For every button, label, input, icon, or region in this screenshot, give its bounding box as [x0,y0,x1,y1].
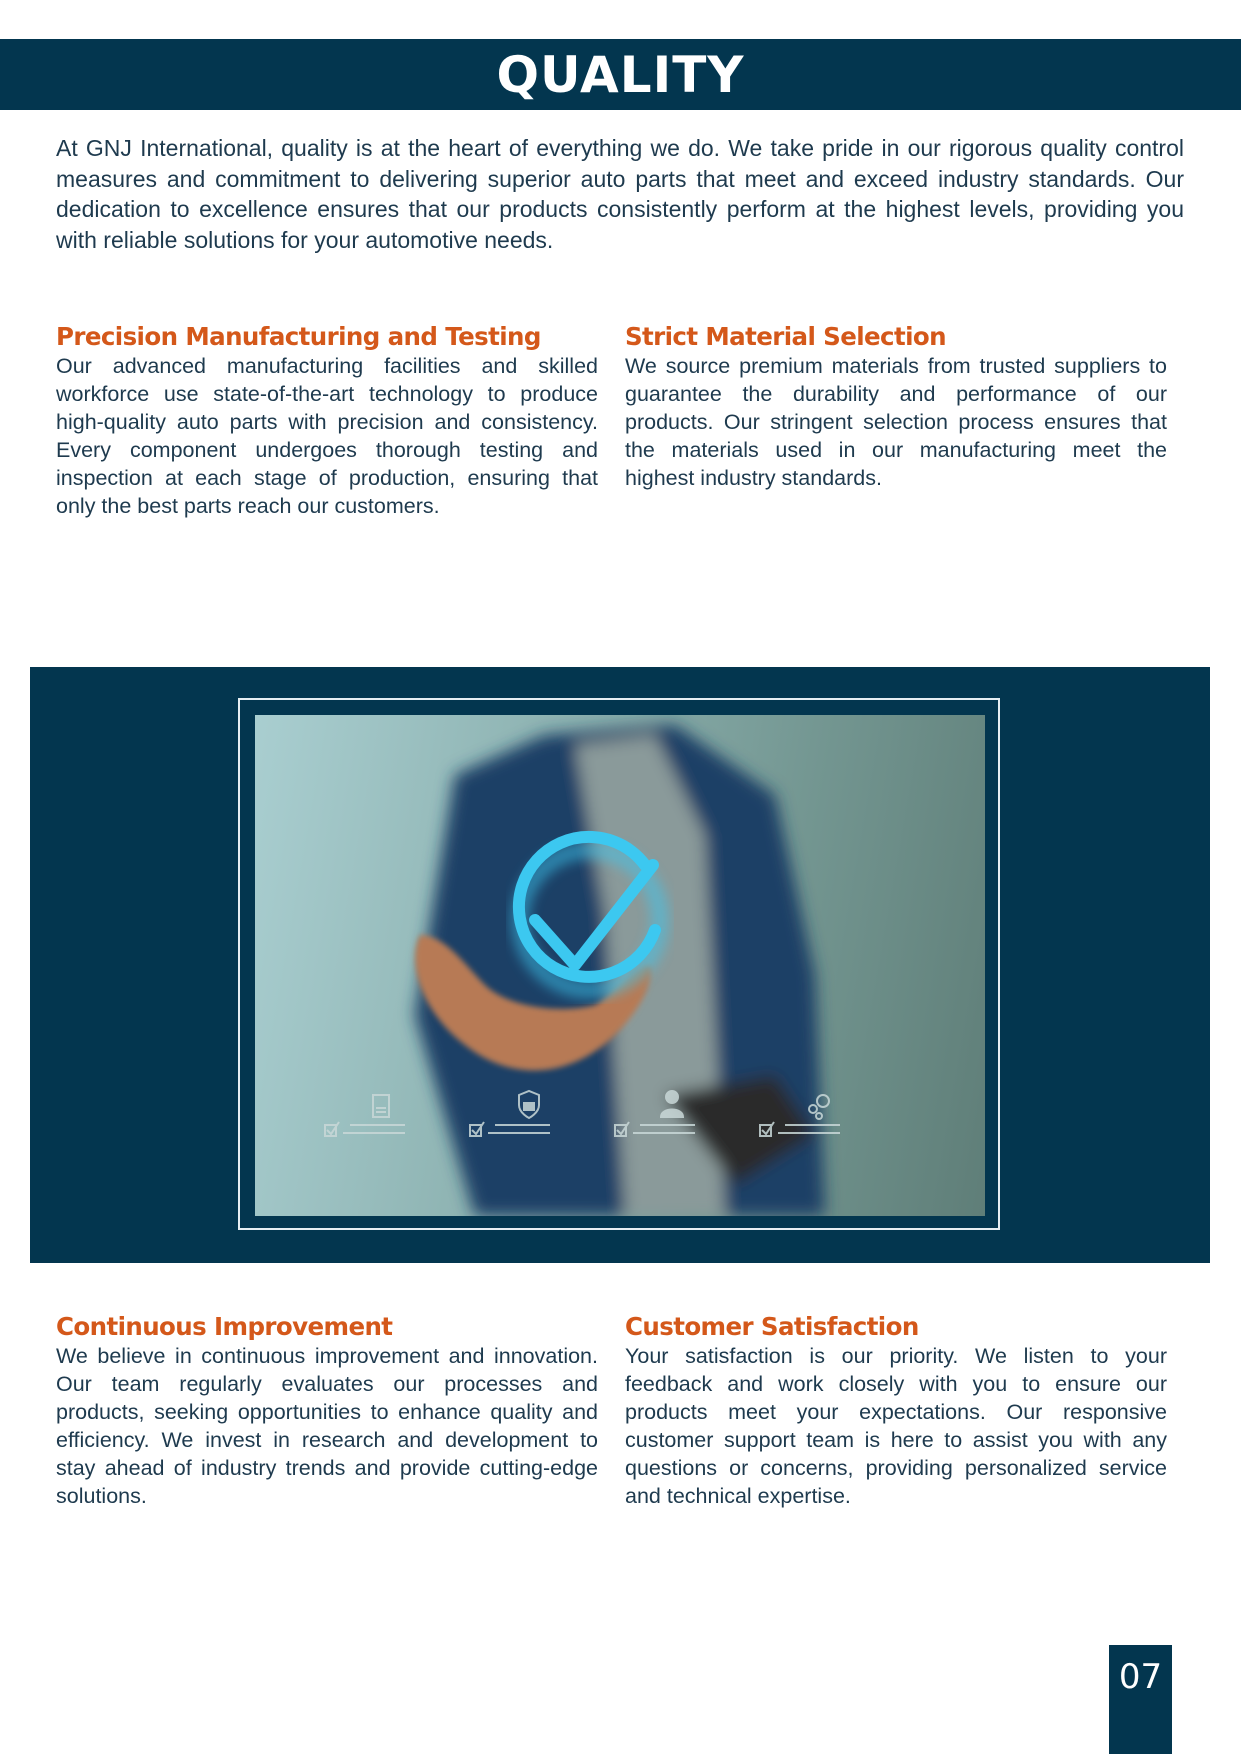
section-heading: Customer Satisfaction [625,1312,919,1341]
document-icon [373,1095,389,1117]
intro-paragraph: At GNJ International, quality is at the heart of everything we do. We take pride in our rigorous quality control measures and commitment to delivering superior auto parts that meet and exceed industry standards. Our dedication to excellence ensures that our products consistently perform at the highest levels, providing you with reliable solutions for your automotive needs. [56,135,1184,253]
section-body: Your satisfaction is our priority. We listen to your feedback and work closely with you to ensure our products meet your expectations. Our responsive customer support team is here to assist you with any questions or concerns, providing personalized service and technical expertise. [625,1344,1167,1508]
section-material-selection [625,322,1167,492]
section-heading: Continuous Improvement [56,1312,393,1341]
page-title: QUALITY [496,45,745,104]
title-bar [0,39,1241,110]
page-number: 07 [1109,1645,1172,1754]
section-heading: Strict Material Selection [625,322,946,351]
photo-illustration [255,715,985,1216]
section-heading: Precision Manufacturing and Testing [56,322,541,351]
checklist-item [325,1122,405,1136]
image-panel [30,667,1210,1263]
section-continuous-improvement [56,1312,598,1510]
section-body: We believe in continuous improvement and innovation. Our team regularly evaluates our processes and products, seeking opportunities to enhance quality and efficiency. We invest in research and development to stay ahead of industry trends and provide cutting-edge solutions. [56,1344,598,1508]
section-body: Our advanced manufacturing facilities and skilled workforce use state-of-the-art technology to produce high-quality auto parts with precision and consistency. Every component undergoes thorough testing and inspection at each stage of production, ensuring that only the best parts reach our customers. [56,354,598,518]
section-body: We source premium materials from trusted suppliers to guarantee the durability and performance of our products. Our stringent selection process ensures that the materials used in our manufacturing meet the highest industry standards. [625,354,1167,490]
section-precision-manufacturing [56,322,598,520]
section-customer-satisfaction [625,1312,1167,1510]
quality-photo [255,715,985,1216]
